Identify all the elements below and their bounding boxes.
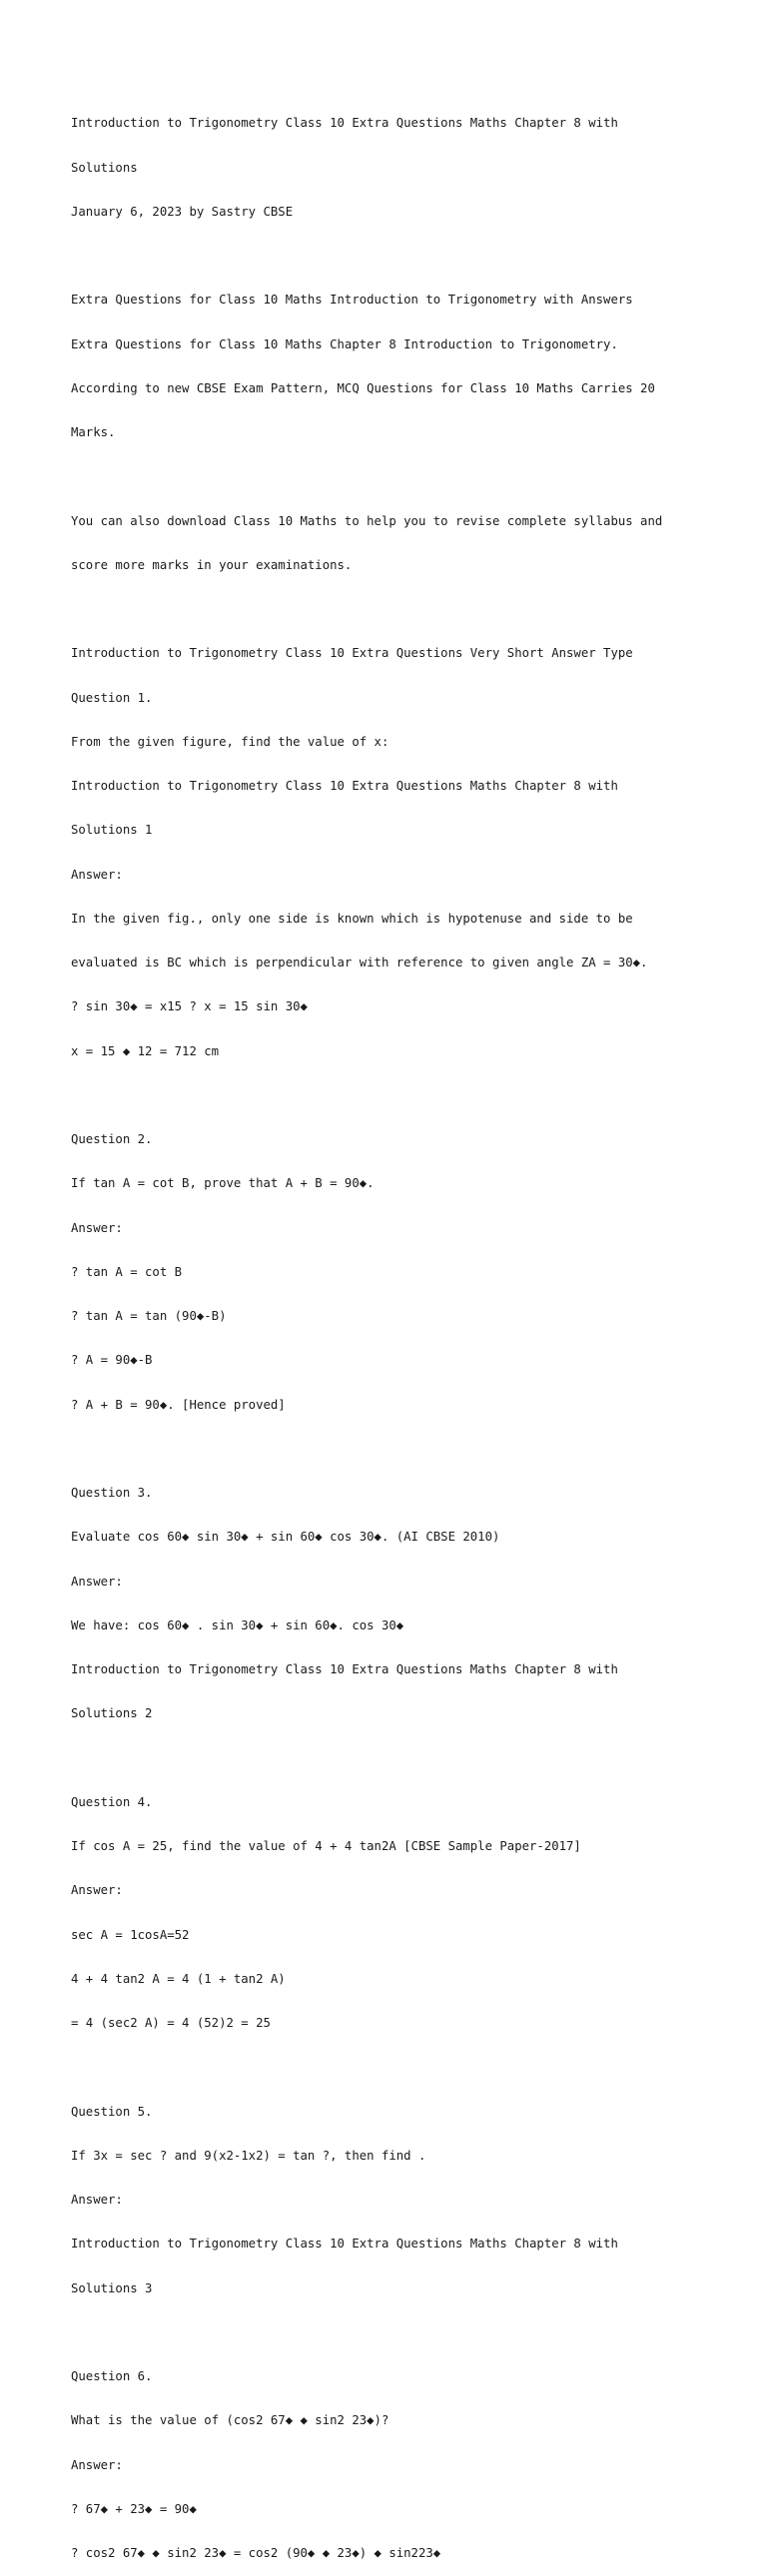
answer-line: We have: cos 60◆ . sin 30◆ + sin 60◆. cos 30◆: [71, 1617, 404, 1632]
answer-line: ? tan A = cot B: [71, 1264, 183, 1279]
question-3-label: Question 3.: [71, 1486, 153, 1500]
figure-caption: Solutions 2: [71, 1706, 153, 1721]
question-6-label: Question 6.: [71, 2369, 153, 2383]
question-6-text: What is the value of (cos2 67◆ ◆ sin2 23◆)?: [71, 2413, 389, 2428]
question-1-label: Question 1.: [71, 690, 153, 705]
answer-line: ? A + B = 90◆. [Hence proved]: [71, 1397, 286, 1412]
answer-line: sec A = 1cosA=52: [71, 1927, 190, 1942]
intro-paragraph-line: Marks.: [71, 425, 116, 439]
figure-caption: Solutions 3: [71, 2280, 153, 2295]
intro-paragraph-line: According to new CBSE Exam Pattern, MCQ Questions for Class 10 Maths Carries 20: [71, 380, 655, 395]
answer-label: Answer:: [71, 1220, 123, 1235]
download-paragraph-line: You can also download Class 10 Maths to help you to revise complete syllabus and: [71, 513, 663, 528]
intro-paragraph-line: Extra Questions for Class 10 Maths Chapter 8 Introduction to Trigonometry.: [71, 336, 618, 351]
question-2-text: If tan A = cot B, prove that A + B = 90◆.: [71, 1176, 375, 1191]
question-1-text: From the given figure, find the value of x:: [71, 734, 389, 749]
byline: January 6, 2023 by Sastry CBSE: [71, 204, 294, 219]
section-heading: Introduction to Trigonometry Class 10 Extra Questions Very Short Answer Type: [71, 646, 633, 661]
figure-caption: Introduction to Trigonometry Class 10 Extra Questions Maths Chapter 8 with: [71, 2237, 618, 2252]
answer-line: = 4 (sec2 A) = 4 (52)2 = 25: [71, 2016, 271, 2030]
article-title-line-1: Introduction to Trigonometry Class 10 Extra Questions Maths Chapter 8 with: [71, 116, 618, 131]
answer-line: ? A = 90◆-B: [71, 1353, 153, 1368]
answer-line: ? cos2 67◆ ◆ sin2 23◆ = cos2 (90◆ ◆ 23◆) ◆ sin223◆: [71, 2546, 441, 2560]
figure-caption: Introduction to Trigonometry Class 10 Extra Questions Maths Chapter 8 with: [71, 1662, 618, 1676]
download-paragraph-line: score more marks in your examinations.: [71, 557, 353, 572]
document-page: [71, 72, 710, 2576]
question-2-label: Question 2.: [71, 1132, 153, 1146]
answer-label: Answer:: [71, 2193, 123, 2207]
question-4-label: Question 4.: [71, 1794, 153, 1809]
answer-label: Answer:: [71, 2457, 123, 2472]
answer-line: 4 + 4 tan2 A = 4 (1 + tan2 A): [71, 1971, 286, 1986]
figure-caption: Introduction to Trigonometry Class 10 Extra Questions Maths Chapter 8 with: [71, 779, 618, 793]
answer-line: x = 15 ◆ 12 = 712 cm: [71, 1043, 220, 1058]
answer-line: evaluated is BC which is perpendicular with reference to given angle ZA = 30◆.: [71, 956, 648, 969]
answer-label: Answer:: [71, 1574, 123, 1589]
answer-line: ? 67◆ + 23◆ = 90◆: [71, 2501, 197, 2516]
intro-paragraph-line: Extra Questions for Class 10 Maths Introduction to Trigonometry with Answers: [71, 293, 633, 308]
figure-caption: Solutions 1: [71, 823, 153, 838]
answer-line: ? tan A = tan (90◆-B): [71, 1309, 227, 1323]
answer-line: In the given fig., only one side is known which is hypotenuse and side to be: [71, 911, 633, 926]
question-5-label: Question 5.: [71, 2104, 153, 2119]
answer-label: Answer:: [71, 1883, 123, 1898]
article-title-line-2: Solutions: [71, 160, 138, 175]
answer-line: ? sin 30◆ = x15 ? x = 15 sin 30◆: [71, 999, 308, 1014]
answer-label: Answer:: [71, 867, 123, 882]
question-5-text: If 3x = sec ? and 9(x2-1x2) = tan ?, then find .: [71, 2148, 426, 2163]
question-3-text: Evaluate cos 60◆ sin 30◆ + sin 60◆ cos 30◆. (AI CBSE 2010): [71, 1530, 500, 1545]
question-4-text: If cos A = 25, find the value of 4 + 4 tan2A [CBSE Sample Paper-2017]: [71, 1839, 581, 1853]
